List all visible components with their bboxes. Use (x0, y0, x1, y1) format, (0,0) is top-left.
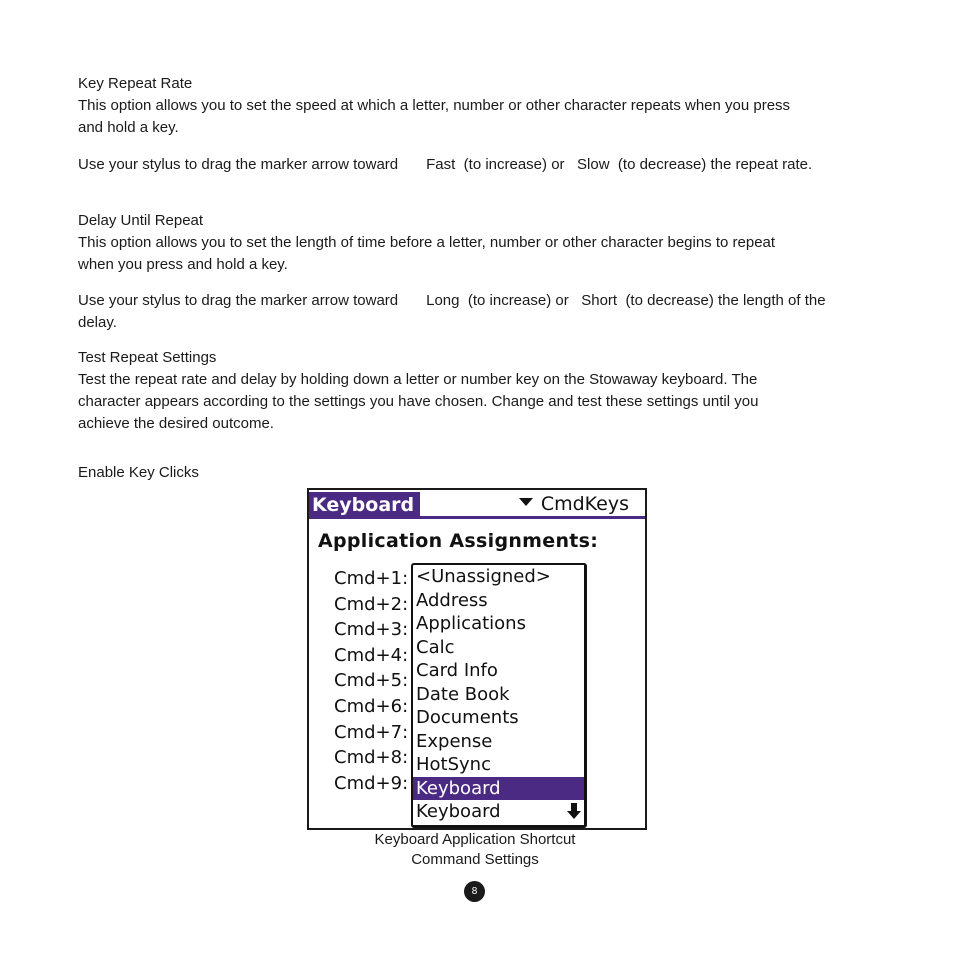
assignments-heading: Application Assignments: (318, 530, 599, 552)
category-picker[interactable] (519, 492, 629, 516)
cmd-label: Cmd+2: (334, 593, 409, 615)
list-item-label: Date Book (416, 683, 510, 705)
app-title: Keyboard (309, 492, 420, 518)
section-heading: Delay Until Repeat (78, 212, 204, 229)
section-delay-until-repeat (78, 210, 868, 276)
instruction-delay-until-repeat (78, 290, 868, 334)
list-item[interactable] (413, 777, 584, 801)
paragraph: This option allows you to set the speed at which a letter, number or other character repeats when you press and hold a key. (78, 97, 791, 136)
instruction-key-repeat-rate (78, 154, 868, 176)
caption-line: Keyboard Application Shortcut (374, 831, 576, 848)
section-heading: Test Repeat Settings (78, 349, 217, 366)
scroll-down-arrow-icon[interactable] (567, 803, 581, 819)
paragraph: This option allows you to set the length of time before a letter, number or other character begins to repeat when you press and hold a key. (78, 234, 776, 273)
page-number: 8 (464, 881, 485, 902)
caption-line: Command Settings (411, 851, 539, 868)
option-short: Short (581, 292, 618, 309)
title-bar (309, 490, 645, 520)
list-item-label: Expense (416, 730, 493, 752)
list-item-label: <Unassigned> (416, 566, 551, 587)
list-item[interactable] (413, 683, 584, 707)
cmd-label: Cmd+7: (334, 721, 409, 743)
list-item[interactable] (413, 659, 584, 683)
text-run: (to increase) or (467, 292, 569, 309)
section-key-repeat-rate (78, 73, 868, 139)
list-item-label: HotSync (416, 754, 491, 775)
section-heading: Key Repeat Rate (78, 75, 193, 92)
list-item[interactable] (413, 800, 584, 824)
paragraph: Test the repeat rate and delay by holding down a letter or number key on the Stowaway keyboard. The character appears according to the settings you have chosen. Change and test these settings until you achieve the desired outcome. (78, 371, 759, 432)
list-item-label: Keyboard (416, 801, 501, 822)
category-label: CmdKeys (540, 493, 629, 515)
text-run: (to decrease) the length of the delay. (78, 292, 826, 331)
cmd-label-column (334, 566, 409, 796)
cmd-label: Cmd+9: (334, 772, 409, 794)
text-run: (to decrease) the repeat rate. (617, 156, 813, 173)
section-enable-key-clicks (78, 462, 868, 484)
application-list[interactable] (411, 563, 587, 828)
list-item[interactable] (413, 612, 584, 636)
cmd-label: Cmd+1: (334, 568, 409, 589)
list-item-label: Keyboard (416, 777, 501, 799)
list-item-label: Documents (416, 707, 519, 728)
paragraph (78, 290, 868, 334)
cmd-label: Cmd+8: (334, 747, 409, 769)
list-item[interactable] (413, 589, 584, 613)
keyboard-screenshot (307, 488, 647, 830)
list-item-label: Applications (416, 613, 526, 634)
list-item[interactable] (413, 753, 584, 777)
section-test-repeat-settings (78, 347, 868, 435)
list-item-label: Address (416, 589, 488, 611)
text-run: (to increase) or (463, 156, 565, 173)
cmd-label: Cmd+3: (334, 619, 409, 641)
list-item[interactable] (413, 636, 584, 660)
section-heading: Enable Key Clicks (78, 464, 199, 481)
triangle-down-icon (519, 498, 533, 506)
text-run: Use your stylus to drag the marker arrow toward (78, 156, 399, 173)
option-slow: Slow (577, 156, 610, 173)
title-underline (309, 516, 645, 519)
figure-caption (307, 830, 643, 870)
option-long: Long (426, 292, 460, 309)
list-item-label: Calc (416, 636, 455, 658)
paragraph (78, 154, 868, 176)
option-fast: Fast (426, 156, 456, 173)
cmd-label: Cmd+4: (334, 644, 409, 666)
list-item[interactable] (413, 706, 584, 730)
cmd-label: Cmd+6: (334, 695, 409, 717)
text-run: Use your stylus to drag the marker arrow toward (78, 292, 399, 309)
list-item[interactable] (413, 565, 584, 589)
list-item[interactable] (413, 730, 584, 754)
list-item-label: Card Info (416, 660, 498, 681)
cmd-label: Cmd+5: (334, 670, 409, 692)
